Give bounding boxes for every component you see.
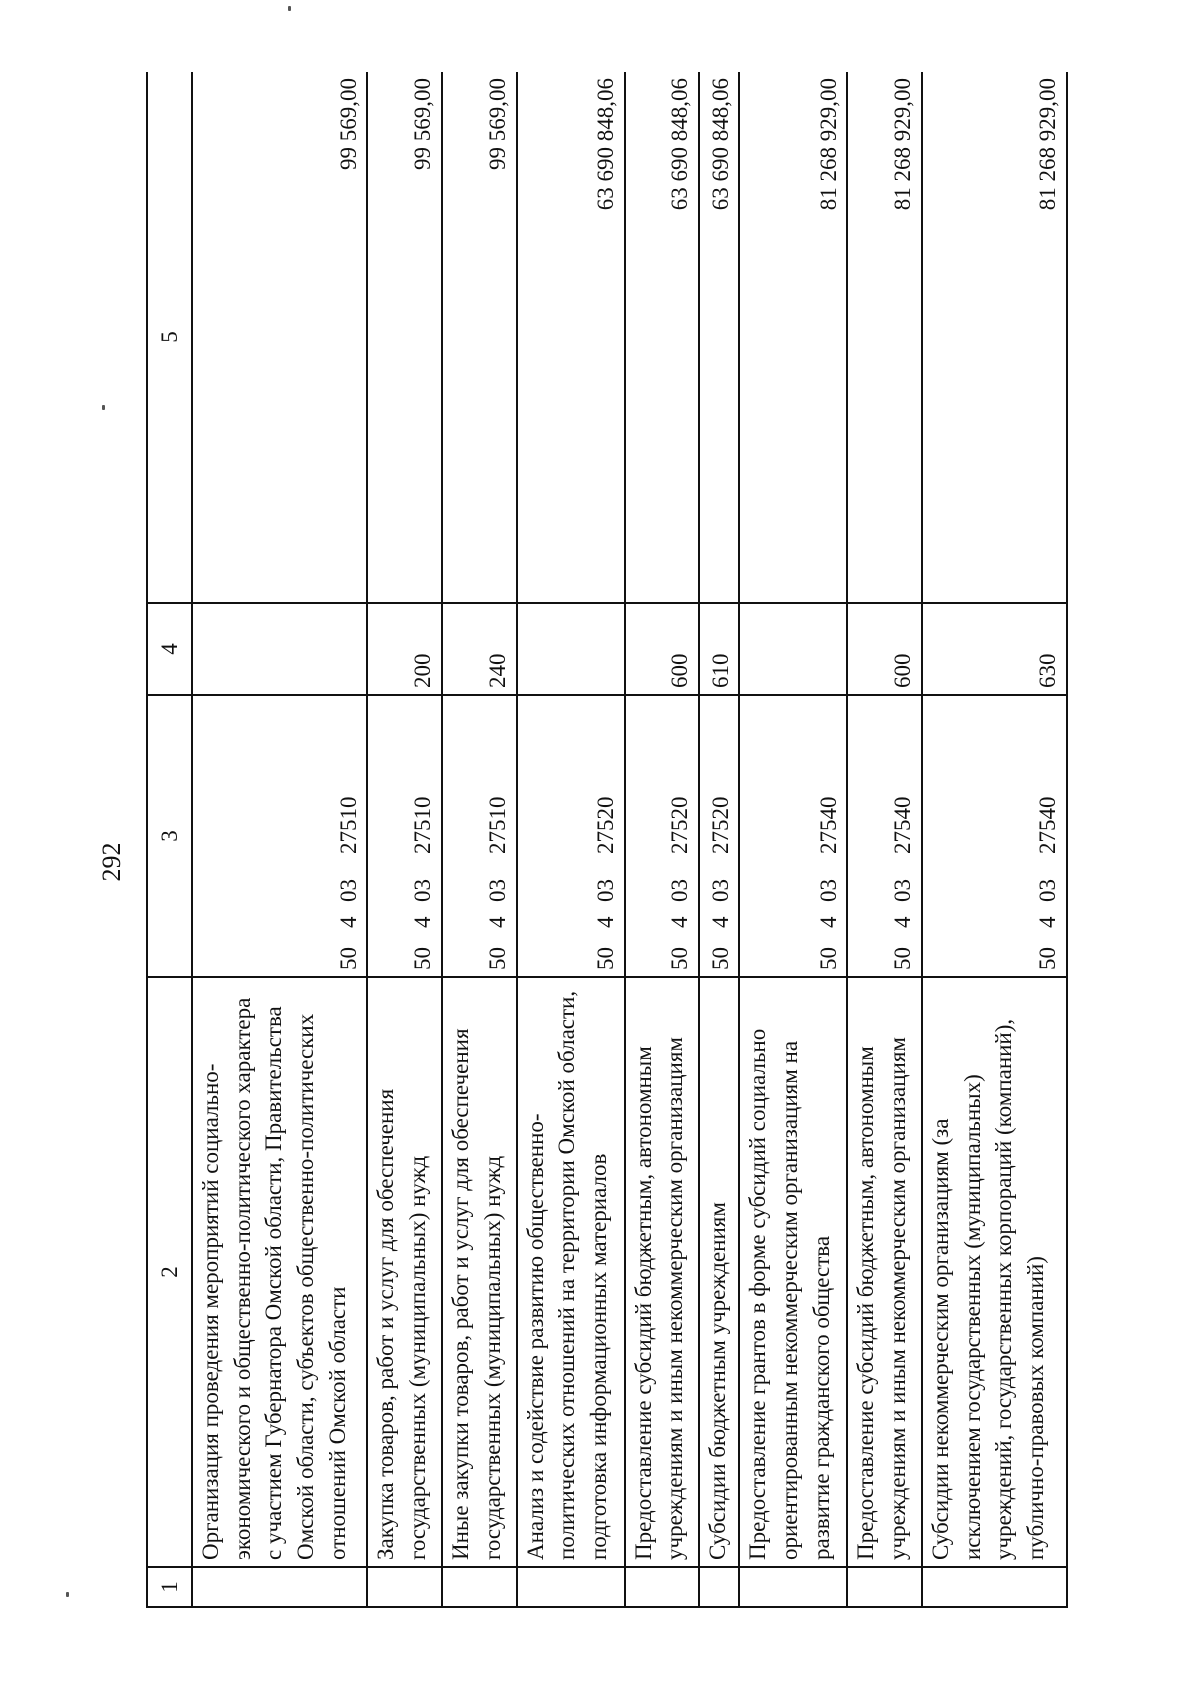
row-sum: 63 690 848,06 bbox=[517, 72, 625, 603]
row-number bbox=[367, 1567, 442, 1607]
code-part: 03 bbox=[890, 879, 916, 902]
code-part: 50 bbox=[592, 947, 618, 970]
row-sum: 99 569,00 bbox=[442, 72, 517, 603]
table-row bbox=[367, 72, 442, 1607]
row-sum: 63 690 848,06 bbox=[699, 72, 739, 603]
row-sum: 81 268 929,00 bbox=[922, 72, 1067, 603]
code-part: 4 bbox=[335, 916, 361, 928]
row-name: Организация проведения мероприятий социально-экономического и общественно-политического характера с участием Губернатора Омской области, Правительства Омской области, субъектов общественно-политических отношений Омской области bbox=[192, 977, 368, 1567]
row-name: Предоставление субсидий бюджетным, автономным учреждениям и иным некоммерческим организациям bbox=[847, 977, 922, 1567]
row-sum: 63 690 848,06 bbox=[625, 72, 700, 603]
row-code bbox=[699, 695, 739, 977]
row-sum: 81 268 929,00 bbox=[739, 72, 847, 603]
code-part: 27510 bbox=[410, 796, 436, 854]
row-code bbox=[192, 695, 368, 977]
code-part: 50 bbox=[707, 947, 733, 970]
row-name: Субсидии бюджетным учреждениям bbox=[699, 977, 739, 1567]
code-part: 03 bbox=[1035, 879, 1061, 902]
code-part: 27520 bbox=[592, 796, 618, 854]
code-part: 4 bbox=[815, 916, 841, 928]
row-name: Иные закупки товаров, работ и услуг для обеспечения государственных (муниципальных) нужд bbox=[442, 977, 517, 1567]
code-part: 50 bbox=[815, 947, 841, 970]
table-row bbox=[739, 72, 847, 1607]
scan-speck bbox=[102, 405, 105, 410]
header-cell: 4 bbox=[147, 603, 192, 695]
code-part: 50 bbox=[410, 947, 436, 970]
table-row bbox=[922, 72, 1067, 1607]
code-part: 27540 bbox=[1035, 796, 1061, 854]
row-kvr: 600 bbox=[625, 603, 700, 695]
budget-table-rotated bbox=[146, 72, 1068, 1608]
code-part: 03 bbox=[815, 879, 841, 902]
table-row bbox=[442, 72, 517, 1607]
code-part: 03 bbox=[410, 879, 436, 902]
row-code bbox=[739, 695, 847, 977]
row-sum: 81 268 929,00 bbox=[847, 72, 922, 603]
header-cell: 3 bbox=[147, 695, 192, 977]
code-part: 27520 bbox=[707, 796, 733, 854]
row-sum: 99 569,00 bbox=[192, 72, 368, 603]
budget-table-container bbox=[146, 72, 1068, 1608]
row-number bbox=[517, 1567, 625, 1607]
row-kvr: 200 bbox=[367, 603, 442, 695]
row-kvr: 630 bbox=[922, 603, 1067, 695]
code-part: 03 bbox=[707, 879, 733, 902]
code-part: 27540 bbox=[815, 796, 841, 854]
row-kvr: 240 bbox=[442, 603, 517, 695]
scan-speck bbox=[66, 1592, 69, 1597]
code-part: 03 bbox=[484, 879, 510, 902]
row-name: Субсидии некоммерческим организациям (за исключением государственных (муниципальных) учреждений, государственных корпораций (компаний), публично-правовых компаний) bbox=[922, 977, 1067, 1567]
row-name: Анализ и содействие развитию общественно-политических отношений на территории Омской области, подготовка информационных материалов bbox=[517, 977, 625, 1567]
table-row bbox=[625, 72, 700, 1607]
row-kvr: 600 bbox=[847, 603, 922, 695]
code-part: 4 bbox=[1035, 916, 1061, 928]
header-cell: 5 bbox=[147, 72, 192, 603]
code-part: 03 bbox=[592, 879, 618, 902]
row-code bbox=[367, 695, 442, 977]
code-part: 4 bbox=[667, 916, 693, 928]
header-cell: 1 bbox=[147, 1567, 192, 1607]
code-part: 50 bbox=[484, 947, 510, 970]
table-row bbox=[192, 72, 368, 1607]
header-row bbox=[147, 72, 192, 1607]
row-sum: 99 569,00 bbox=[367, 72, 442, 603]
row-code bbox=[847, 695, 922, 977]
code-part: 50 bbox=[1035, 947, 1061, 970]
row-number bbox=[192, 1567, 368, 1607]
row-kvr bbox=[517, 603, 625, 695]
code-part: 27510 bbox=[484, 796, 510, 854]
code-part: 4 bbox=[410, 916, 436, 928]
code-part: 4 bbox=[890, 916, 916, 928]
row-code bbox=[442, 695, 517, 977]
code-part: 4 bbox=[484, 916, 510, 928]
row-kvr bbox=[739, 603, 847, 695]
code-part: 27520 bbox=[667, 796, 693, 854]
code-part: 4 bbox=[592, 916, 618, 928]
code-part: 03 bbox=[667, 879, 693, 902]
code-part: 27510 bbox=[335, 796, 361, 854]
code-part: 50 bbox=[890, 947, 916, 970]
scan-speck bbox=[288, 6, 291, 11]
row-name: Предоставление грантов в форме субсидий социально ориентированным некоммерческим организациям на развитие гражданского общества bbox=[739, 977, 847, 1567]
row-number bbox=[699, 1567, 739, 1607]
row-code bbox=[517, 695, 625, 977]
table-row bbox=[699, 72, 739, 1607]
row-code bbox=[922, 695, 1067, 977]
row-name: Предоставление субсидий бюджетным, автономным учреждениям и иным некоммерческим организациям bbox=[625, 977, 700, 1567]
row-number bbox=[739, 1567, 847, 1607]
code-part: 03 bbox=[335, 879, 361, 902]
row-number bbox=[625, 1567, 700, 1607]
row-code bbox=[625, 695, 700, 977]
code-part: 4 bbox=[707, 916, 733, 928]
row-kvr: 610 bbox=[699, 603, 739, 695]
row-number bbox=[922, 1567, 1067, 1607]
table-row bbox=[517, 72, 625, 1607]
table-row bbox=[847, 72, 922, 1607]
row-name: Закупка товаров, работ и услуг для обеспечения государственных (муниципальных) нужд bbox=[367, 977, 442, 1567]
code-part: 27540 bbox=[890, 796, 916, 854]
budget-table bbox=[146, 72, 1068, 1608]
page-number: 292 bbox=[97, 842, 126, 882]
code-part: 50 bbox=[335, 947, 361, 970]
row-kvr bbox=[192, 603, 368, 695]
row-number bbox=[847, 1567, 922, 1607]
header-cell: 2 bbox=[147, 977, 192, 1567]
code-part: 50 bbox=[667, 947, 693, 970]
row-number bbox=[442, 1567, 517, 1607]
